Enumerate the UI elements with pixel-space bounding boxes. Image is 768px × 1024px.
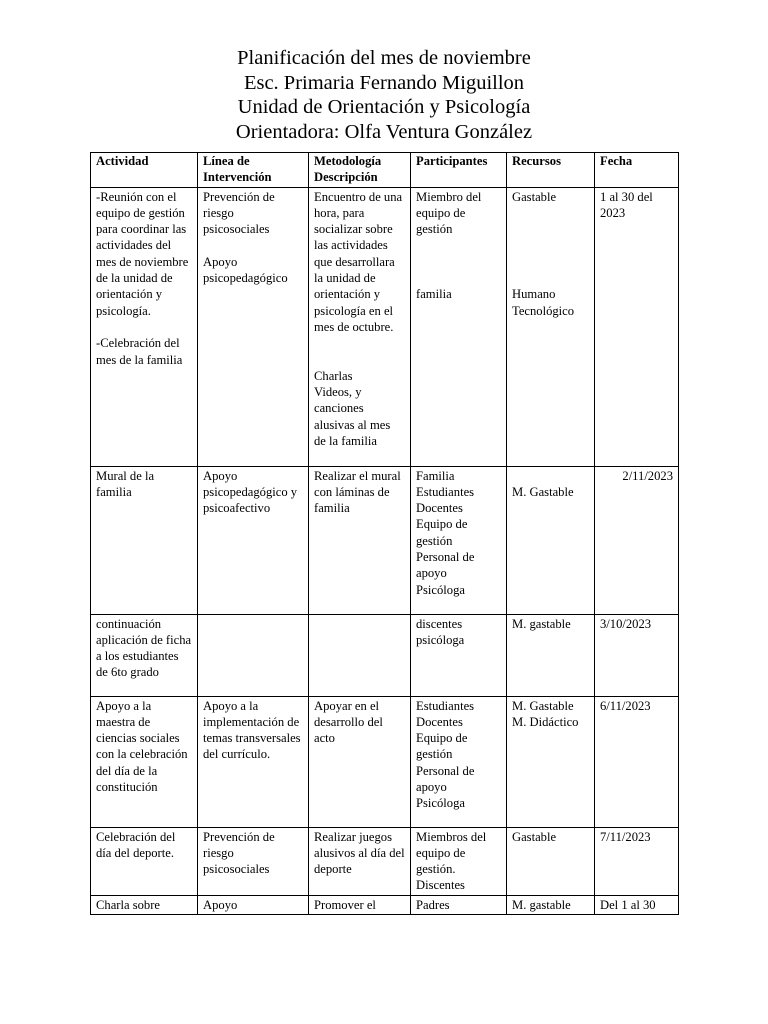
cell-actividad: Charla sobre (91, 895, 198, 914)
cell-participantes: Miembros del equipo de gestión. Discentes (411, 827, 507, 895)
cell-actividad: continuación aplicación de ficha a los estudiantes de 6to grado (91, 614, 198, 696)
column-header-metodologia: Metodología Descripción (309, 153, 411, 188)
cell-linea: Prevención de riesgo psicosociales (198, 827, 309, 895)
cell-linea (198, 614, 309, 696)
cell-metodologia (309, 614, 411, 696)
table-row (91, 895, 679, 914)
cell-fecha: 1 al 30 del 2023 (595, 187, 679, 466)
plan-title: Planificación del mes de noviembre (237, 47, 531, 69)
cell-linea: Prevención de riesgo psicosociales Apoyo psicopedagógico (198, 187, 309, 466)
cell-linea: Apoyo a la implementación de temas transversales del currículo. (198, 696, 309, 827)
cell-fecha: 2/11/2023 (595, 466, 679, 614)
cell-actividad: Apoyo a la maestra de ciencias sociales con la celebración del día de la constitución (91, 696, 198, 827)
table-row (91, 696, 679, 827)
cell-recursos: Gastable (507, 827, 595, 895)
cell-recursos: M. gastable (507, 895, 595, 914)
cell-fecha: 7/11/2023 (595, 827, 679, 895)
cell-recursos: M. gastable (507, 614, 595, 696)
table-header-row (91, 153, 679, 188)
cell-metodologia: Promover el (309, 895, 411, 914)
column-header-linea: Línea de Intervención (198, 153, 309, 188)
planning-table (90, 152, 679, 915)
cell-fecha: 6/11/2023 (595, 696, 679, 827)
column-header-actividad: Actividad (91, 153, 198, 188)
column-header-participantes: Participantes (411, 153, 507, 188)
cell-recursos: Gastable Humano Tecnológico (507, 187, 595, 466)
cell-actividad: Mural de la familia (91, 466, 198, 614)
cell-participantes: Miembro del equipo de gestión familia (411, 187, 507, 466)
cell-metodologia: Apoyar en el desarrollo del acto (309, 696, 411, 827)
cell-linea: Apoyo (198, 895, 309, 914)
unit-name: Unidad de Orientación y Psicología (237, 96, 531, 118)
cell-actividad: Celebración del día del deporte. (91, 827, 198, 895)
cell-fecha: 3/10/2023 (595, 614, 679, 696)
table-row (91, 614, 679, 696)
cell-actividad: -Reunión con el equipo de gestión para coordinar las actividades del mes de noviembre de la unidad de orientación y psicología. -Celebración del mes de la familia (91, 187, 198, 466)
cell-fecha: Del 1 al 30 (595, 895, 679, 914)
column-header-recursos: Recursos (507, 153, 595, 188)
cell-participantes: Familia Estudiantes Docentes Equipo de gestión Personal de apoyo Psicóloga (411, 466, 507, 614)
cell-metodologia: Encuentro de una hora, para socializar sobre las actividades que desarrollara la unidad de orientación y psicología en el mes de octubre. Charlas Videos, y canciones alusivas al mes de la familia (309, 187, 411, 466)
cell-metodologia: Realizar el mural con láminas de familia (309, 466, 411, 614)
cell-linea: Apoyo psicopedagógico y psicoafectivo (198, 466, 309, 614)
cell-recursos: M. Gastable M. Didáctico (507, 696, 595, 827)
column-header-fecha: Fecha (595, 153, 679, 188)
cell-participantes: Padres (411, 895, 507, 914)
school-name: Esc. Primaria Fernando Miguillon (243, 71, 525, 94)
document-header (0, 46, 768, 144)
table-row (91, 827, 679, 895)
table-row (91, 187, 679, 466)
cell-participantes: discentes psicóloga (411, 614, 507, 696)
cell-recursos: M. Gastable (507, 466, 595, 614)
cell-metodologia: Realizar juegos alusivos al día del deporte (309, 827, 411, 895)
cell-participantes: Estudiantes Docentes Equipo de gestión Personal de apoyo Psicóloga (411, 696, 507, 827)
table-row (91, 466, 679, 614)
counselor-name: Orientadora: Olfa Ventura González (235, 120, 533, 143)
